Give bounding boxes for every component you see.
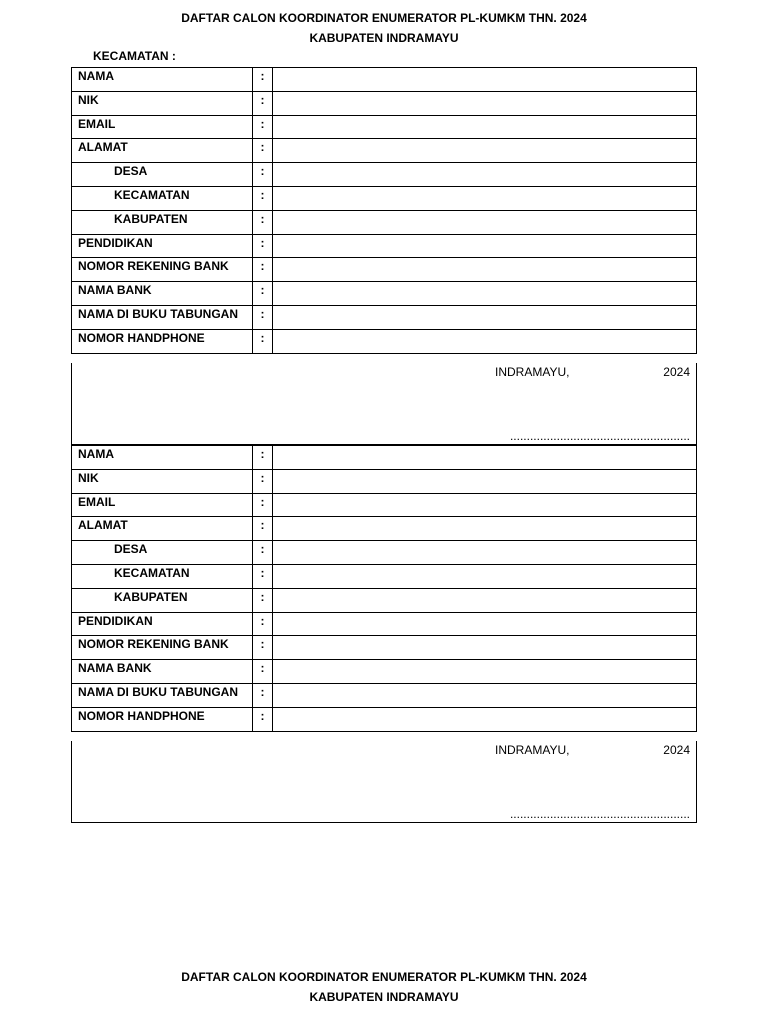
field-label: KABUPATEN <box>72 210 253 234</box>
form-table-1 <box>71 67 697 354</box>
field-colon: : <box>253 282 273 306</box>
field-label: NAMA DI BUKU TABUNGAN <box>72 305 253 329</box>
field-value[interactable] <box>273 541 697 565</box>
form-row <box>72 469 697 493</box>
field-value[interactable] <box>273 115 697 139</box>
form-row <box>72 68 697 92</box>
field-value[interactable] <box>273 683 697 707</box>
field-colon: : <box>253 612 273 636</box>
form-row <box>72 493 697 517</box>
form-row <box>72 588 697 612</box>
field-value[interactable] <box>273 612 697 636</box>
field-colon: : <box>253 305 273 329</box>
field-label: DESA <box>72 541 253 565</box>
field-label: NAMA <box>72 68 253 92</box>
form-row <box>72 186 697 210</box>
field-value[interactable] <box>273 163 697 187</box>
field-value[interactable] <box>273 258 697 282</box>
field-value[interactable] <box>273 210 697 234</box>
page-subtitle: KABUPATEN INDRAMAYU <box>309 31 459 45</box>
form-row <box>72 612 697 636</box>
field-value[interactable] <box>273 564 697 588</box>
field-colon: : <box>253 258 273 282</box>
field-value[interactable] <box>273 68 697 92</box>
form-row <box>72 707 697 731</box>
field-label: NOMOR HANDPHONE <box>72 329 253 353</box>
field-value[interactable] <box>273 234 697 258</box>
field-value[interactable] <box>273 446 697 470</box>
field-label: NIK <box>72 469 253 493</box>
field-colon: : <box>253 234 273 258</box>
field-label: PENDIDIKAN <box>72 234 253 258</box>
field-colon: : <box>253 210 273 234</box>
signature-box-1 <box>71 363 697 445</box>
field-colon: : <box>253 493 273 517</box>
field-label: DESA <box>72 163 253 187</box>
field-colon: : <box>253 163 273 187</box>
field-label: KECAMATAN <box>72 186 253 210</box>
field-value[interactable] <box>273 469 697 493</box>
field-colon: : <box>253 517 273 541</box>
form-row <box>72 210 697 234</box>
field-value[interactable] <box>273 91 697 115</box>
form-row <box>72 305 697 329</box>
signature-place: INDRAMAYU, <box>495 365 570 379</box>
page-title: DAFTAR CALON KOORDINATOR ENUMERATOR PL-KUMKM THN. 2024 <box>181 11 587 25</box>
field-colon: : <box>253 469 273 493</box>
form-row <box>72 541 697 565</box>
field-value[interactable] <box>273 329 697 353</box>
field-value[interactable] <box>273 186 697 210</box>
form-row <box>72 258 697 282</box>
field-colon: : <box>253 329 273 353</box>
field-colon: : <box>253 446 273 470</box>
footer-subtitle: KABUPATEN INDRAMAYU <box>309 990 459 1004</box>
signature-line: ...................................................... <box>509 807 690 821</box>
field-colon: : <box>253 115 273 139</box>
form-row <box>72 163 697 187</box>
field-label: ALAMAT <box>72 517 253 541</box>
field-label: NOMOR REKENING BANK <box>72 258 253 282</box>
field-label: KECAMATAN <box>72 564 253 588</box>
field-value[interactable] <box>273 139 697 163</box>
form-row <box>72 660 697 684</box>
field-value[interactable] <box>273 517 697 541</box>
kecamatan-label: KECAMATAN : <box>93 49 176 63</box>
field-value[interactable] <box>273 493 697 517</box>
field-label: NIK <box>72 91 253 115</box>
field-label: NAMA <box>72 446 253 470</box>
field-colon: : <box>253 186 273 210</box>
form-row <box>72 517 697 541</box>
form-row <box>72 234 697 258</box>
field-colon: : <box>253 68 273 92</box>
field-colon: : <box>253 139 273 163</box>
form-row <box>72 91 697 115</box>
field-colon: : <box>253 636 273 660</box>
form-row <box>72 139 697 163</box>
form-row <box>72 282 697 306</box>
signature-box-2 <box>71 741 697 823</box>
field-label: NAMA BANK <box>72 282 253 306</box>
field-label: NAMA BANK <box>72 660 253 684</box>
field-value[interactable] <box>273 282 697 306</box>
form-row <box>72 329 697 353</box>
field-label: KABUPATEN <box>72 588 253 612</box>
field-colon: : <box>253 683 273 707</box>
form-row <box>72 446 697 470</box>
form-row <box>72 115 697 139</box>
footer-title: DAFTAR CALON KOORDINATOR ENUMERATOR PL-KUMKM THN. 2024 <box>181 970 587 984</box>
field-label: PENDIDIKAN <box>72 612 253 636</box>
field-label: EMAIL <box>72 493 253 517</box>
field-colon: : <box>253 707 273 731</box>
field-value[interactable] <box>273 305 697 329</box>
field-label: NAMA DI BUKU TABUNGAN <box>72 683 253 707</box>
field-colon: : <box>253 564 273 588</box>
field-value[interactable] <box>273 707 697 731</box>
field-colon: : <box>253 541 273 565</box>
field-colon: : <box>253 91 273 115</box>
form-row <box>72 636 697 660</box>
signature-line: ...................................................... <box>509 429 690 443</box>
field-colon: : <box>253 660 273 684</box>
signature-year: 2024 <box>663 743 690 757</box>
field-label: NOMOR HANDPHONE <box>72 707 253 731</box>
signature-year: 2024 <box>663 365 690 379</box>
field-value[interactable] <box>273 636 697 660</box>
field-label: ALAMAT <box>72 139 253 163</box>
field-value[interactable] <box>273 588 697 612</box>
field-colon: : <box>253 588 273 612</box>
field-label: EMAIL <box>72 115 253 139</box>
field-label: NOMOR REKENING BANK <box>72 636 253 660</box>
field-value[interactable] <box>273 660 697 684</box>
form-row <box>72 683 697 707</box>
form-row <box>72 564 697 588</box>
form-table-2 <box>71 445 697 732</box>
signature-place: INDRAMAYU, <box>495 743 570 757</box>
